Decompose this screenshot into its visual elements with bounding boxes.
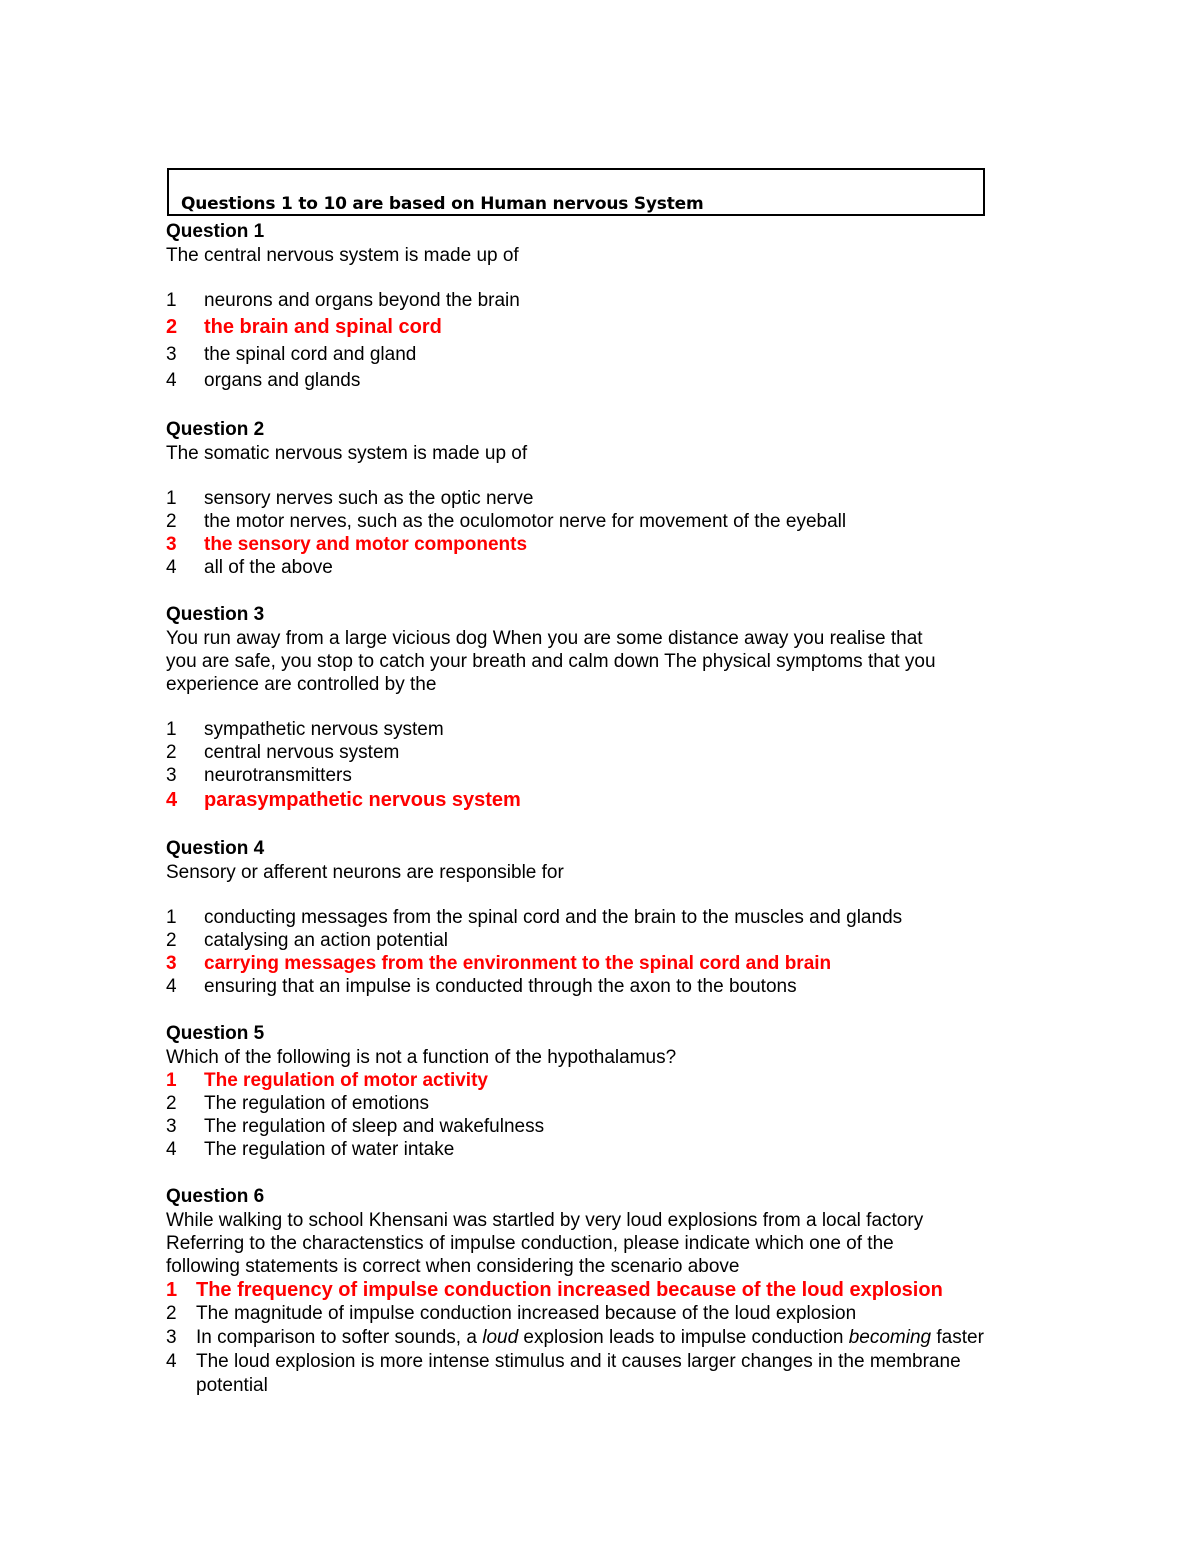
question-stem-line-1: You run away from a large vicious dog When you are some distance away you realise that [166,628,923,649]
option-1 [166,718,1066,741]
option-4 [166,975,1066,998]
option-number: 2 [166,742,177,763]
option-number: 1 [166,488,177,509]
option-text: The regulation of motor activity [204,1070,488,1091]
option-text-part: faster [931,1327,984,1348]
option-text: The regulation of emotions [204,1093,429,1114]
question-stem-line-1: While walking to school Khensani was startled by very loud explosions from a local factory [166,1210,924,1231]
question-stem-line-2: you are safe, you stop to catch your breath and calm down The physical symptoms that you [166,651,936,672]
question-4 [166,837,1066,998]
option-number: 3 [166,344,177,365]
option-text-part: explosion leads to impulse conduction [518,1327,849,1348]
option-number: 4 [166,1351,177,1372]
option-text: The magnitude of impulse conduction increased because of the loud explosion [196,1303,857,1324]
question-stem-line-3: experience are controlled by the [166,674,437,695]
option-number: 1 [166,1070,177,1091]
option-3 [166,342,1066,368]
question-stem-line-2: Referring to the charactenstics of impulse conduction, please indicate which one of the [166,1233,894,1254]
option-4 [166,556,1066,579]
option-number: 4 [166,1139,177,1160]
option-text: conducting messages from the spinal cord and the brain to the muscles and glands [204,907,903,928]
question-list [166,220,1066,1422]
option-3-correct [166,952,1066,975]
question-stem: Which of the following is not a function of the hypothalamus? [166,1047,677,1068]
option-text: all of the above [204,557,333,578]
option-number: 2 [166,1303,177,1324]
option-1 [166,289,1066,312]
option-4-correct [166,787,1066,813]
option-4 [166,1350,1066,1398]
option-text: catalysing an action potential [204,930,448,951]
option-number: 2 [166,511,177,532]
section-header-box [167,168,985,216]
option-2-correct [166,312,1066,342]
option-2 [166,1092,1066,1115]
option-3 [166,1326,1066,1350]
question-title: Question 5 [166,1023,265,1044]
option-number: 1 [166,719,177,740]
question-6 [166,1185,1066,1398]
option-3 [166,764,1066,787]
question-title: Question 6 [166,1186,265,1207]
option-1 [166,487,1066,510]
option-number: 2 [166,930,177,951]
option-number: 2 [166,316,178,338]
option-1-correct [166,1069,1066,1092]
option-text: the spinal cord and gland [204,344,417,365]
option-number: 3 [166,534,177,555]
section-header-title: Questions 1 to 10 are based on Human nervous System [181,194,704,214]
option-text: the sensory and motor components [204,534,528,555]
option-number: 4 [166,557,177,578]
option-text: parasympathetic nervous system [204,789,521,811]
option-number: 4 [166,976,177,997]
question-title: Question 1 [166,221,265,242]
option-4 [166,368,1066,394]
option-number: 3 [166,953,177,974]
option-text-line-1: The loud explosion is more intense stimulus and it causes larger changes in the membrane [196,1351,961,1372]
option-text [196,1326,1066,1350]
option-text: The regulation of water intake [204,1139,455,1160]
question-5 [166,1022,1066,1161]
option-text: the brain and spinal cord [204,316,442,338]
question-title: Question 4 [166,838,265,859]
option-number: 4 [166,370,177,391]
option-text: ensuring that an impulse is conducted through the axon to the boutons [204,976,797,997]
option-1 [166,906,1066,929]
question-stem: The central nervous system is made up of [166,245,519,266]
option-number: 1 [166,290,177,311]
option-2 [166,510,1066,533]
option-text: The frequency of impulse conduction increased because of the loud explosion [196,1279,943,1301]
option-1-correct [166,1278,1066,1302]
option-text-part: In comparison to softer sounds, a [196,1327,483,1348]
option-text-emphasis: becoming [848,1327,932,1348]
option-text-line-2: potential [196,1375,268,1396]
option-3-correct [166,533,1066,556]
question-1 [166,220,1066,394]
option-2 [166,741,1066,764]
option-3 [166,1115,1066,1138]
option-2 [166,1302,1066,1326]
question-stem: Sensory or afferent neurons are responsible for [166,862,564,883]
option-number: 3 [166,1327,177,1348]
option-text: carrying messages from the environment to the spinal cord and brain [204,953,832,974]
option-text: neurons and organs beyond the brain [204,290,520,311]
option-text: central nervous system [204,742,400,763]
option-number: 4 [166,789,178,811]
option-text: sensory nerves such as the optic nerve [204,488,534,509]
question-2 [166,418,1066,579]
option-text: sympathetic nervous system [204,719,444,740]
option-2 [166,929,1066,952]
option-number: 2 [166,1093,177,1114]
question-stem-line-3: following statements is correct when considering the scenario above [166,1256,740,1277]
option-text [196,1350,1066,1398]
option-number: 1 [166,1279,178,1301]
option-text: neurotransmitters [204,765,352,786]
question-stem: The somatic nervous system is made up of [166,443,528,464]
option-text: organs and glands [204,370,361,391]
question-title: Question 2 [166,419,265,440]
option-number: 1 [166,907,177,928]
option-number: 3 [166,1116,177,1137]
option-text: the motor nerves, such as the oculomotor nerve for movement of the eyeball [204,511,847,532]
option-4 [166,1138,1066,1161]
question-title: Question 3 [166,604,265,625]
question-3 [166,603,1066,813]
option-text: The regulation of sleep and wakefulness [204,1116,545,1137]
option-number: 3 [166,765,177,786]
option-text-emphasis: loud [482,1327,519,1348]
